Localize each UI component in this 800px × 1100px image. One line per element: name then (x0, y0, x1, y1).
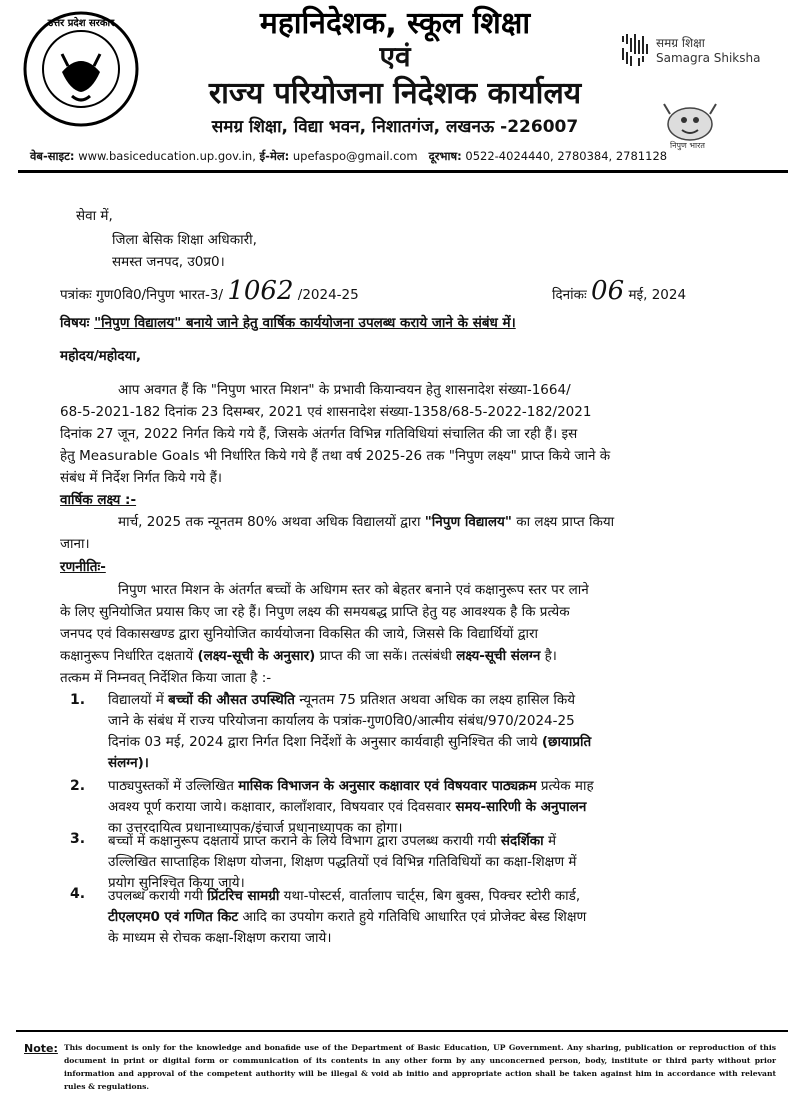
item-2-line-3: का उत्तरदायित्व प्रधानाध्यापक/इंचार्ज प्रधानाध्यापक का होगा। (108, 820, 403, 836)
website-label: वेब-साइट: (30, 149, 75, 163)
annual-target-line-1: मार्च, 2025 तक न्यूनतम 80% अथवा अधिक विद्यालयों द्वारा "निपुण विद्यालय" का लक्ष्य प्राप्त किया (118, 514, 615, 530)
subject-label: विषयः (60, 315, 90, 331)
email-label: ई-मेल: (259, 149, 290, 163)
para1-line-2: 68-5-2021-182 दिनांक 23 दिसम्बर, 2021 एवं शासनादेश संख्या-1358/68-5-2022-182/2021 (60, 404, 592, 420)
date-handwritten: 06 (591, 276, 625, 306)
samagra-shiksha-english: Samagra Shiksha (656, 51, 761, 65)
note-label: Note: (24, 1042, 58, 1055)
samagra-shiksha-logo (620, 32, 790, 72)
samagra-shiksha-icon (620, 32, 650, 68)
subject-line (60, 313, 516, 333)
letter-date (552, 276, 687, 306)
title-line-2: एवं (379, 40, 411, 73)
item-3-line-3: प्रयोग सुनिश्चित किया जाये। (108, 875, 245, 891)
annual-target-line-2: जाना। (60, 536, 90, 552)
item-1-line-4: संलग्न)। (108, 755, 149, 771)
to-line-3: समस्त जनपद, उ0प्र0। (112, 254, 225, 270)
para1-line-5: संबंध में निर्देश निर्गत किये गये हैं। (60, 470, 222, 486)
phone-label: दूरभाष: (428, 149, 462, 163)
strategy-line-1: निपुण भारत मिशन के अंतर्गत बच्चों के अधिगम स्तर को बेहतर बनाने एवं कक्षानुरूप स्तर पर लाने (118, 582, 589, 598)
para1-line-1: आप अवगत हैं कि "निपुण भारत मिशन" के प्रभावी कियान्वयन हेतु शासनादेश संख्या-1664/ (118, 382, 571, 398)
item-4-line-1: उपलब्ध करायी गयी प्रिंटरिच सामग्री यथा-पोस्टर्स, वार्तालाप चार्ट्स, बिग बुक्स, पिक्चर स्टोरी कार्ड, (108, 888, 581, 904)
to-line-2: जिला बेसिक शिक्षा अधिकारी, (112, 232, 257, 248)
reference-prefix: पत्रांकः गुण0वि0/निपुण भारत-3/ (60, 287, 224, 303)
item-3-line-2: उल्लिखित साप्ताहिक शिक्षण योजना, शिक्षण पद्धतियों एवं विभिन्न गतिविधियों का कक्षा-शिक्षण में (108, 854, 577, 870)
strategy-line-5: तत्कम में निम्नवत् निर्देशित किया जाता है :- (60, 670, 272, 686)
annual-target-heading: वार्षिक लक्ष्य :- (60, 492, 137, 508)
contact-line (30, 148, 790, 164)
item-3-line-1: बच्चों में कक्षानुरूप दक्षतायें प्राप्त कराने के लिये विभाग द्वारा उपलब्ध करायी गयी संदर्शिका में (108, 833, 557, 849)
title-line-1: महानिदेशक, स्कूल शिक्षा (259, 6, 531, 41)
office-address: समग्र शिक्षा, विद्या भवन, निशातगंज, लखनऊ -226007 (211, 117, 579, 137)
para1-line-4: हेतु Measurable Goals भी निर्धारित किये गये हैं तथा वर्ष 2025-26 तक "निपुण लक्ष्य" प्राप्त किये जाने के (60, 448, 611, 464)
item-4-line-3: के माध्यम से रोचक कक्षा-शिक्षण कराया जाये। (108, 930, 332, 946)
strategy-heading: रणनीतिः- (60, 559, 106, 575)
salutation: महोदय/महोदया, (60, 348, 142, 364)
header-divider (18, 170, 788, 173)
item-1-line-2: जाने के संबंध में राज्य परियोजना कार्यालय के पत्रांक-गुण0वि0/आत्मीय संबंध/970/2024-25 (108, 713, 575, 729)
title-line-3: राज्य परियोजना निदेशक कार्यालय (208, 76, 582, 111)
item-4-line-2: टीएलएम0 एवं गणित किट आदि का उपयोग कराते हुये गतिविधि आधारित एवं प्रोजेक्ट बेस्ड शिक्षण (108, 909, 587, 925)
item-3-number: 3. (70, 831, 86, 847)
item-4-number: 4. (70, 886, 86, 902)
website-link[interactable]: www.basiceducation.up.gov.in, (78, 149, 256, 163)
nipun-bharat-label: निपुण भारत (670, 141, 705, 150)
date-prefix: दिनांकः (552, 287, 587, 303)
strategy-line-2: के लिए सुनियोजित प्रयास किए जा रहे हैं। निपुण लक्ष्य की समयबद्ध प्राप्ति हेतु यह आवश्यक है कि प्रत्येक (60, 604, 570, 620)
up-government-seal-icon (22, 10, 140, 128)
item-1-number: 1. (70, 692, 86, 708)
item-1-line-3: दिनांक 03 मई, 2024 द्वारा निर्गत दिशा निर्देशों के अनुसार कार्यवाही सुनिश्चित की जाये (छायाप्रति (108, 734, 592, 750)
item-1-line-1: विद्यालयों में बच्चों की औसत उपस्थिति न्यूनतम 75 प्रतिशत अथवा अधिक का लक्ष्य हासिल किये (108, 692, 576, 708)
nipun-bharat-mascot-icon (660, 94, 720, 144)
reference-suffix: /2024-25 (297, 287, 359, 303)
email-link[interactable]: upefaspo@gmail.com (292, 149, 418, 163)
seal-text: उत्तर प्रदेश सरकार (47, 18, 115, 29)
date-suffix: मई, 2024 (628, 287, 687, 303)
phone-numbers: 0522-4024440, 2780384, 2781128 (465, 149, 668, 163)
note-text: This document is only for the knowledge and bonafide use of the Department of Basic Education, UP Government. Any sharing, publication or reproduction of this document in print or digital form or communication of its contents in any other form by any unconcerned person, body, institute or third party without prior information and approval of the competent authority will be illegal & void ab initio and appropriate action shall be taken against him in accordance with relevant rules & regulations. (64, 1043, 776, 1091)
strategy-line-4: कक्षानुरूप निर्धारित दक्षतायें (लक्ष्य-सूची के अनुसार) प्राप्त की जा सकें। तत्संबंधी लक्ष्य-सूची संलग्न है। (60, 648, 557, 664)
to-line-1: सेवा में, (76, 208, 113, 224)
para1-line-3: दिनांक 27 जून, 2022 निर्गत किये गये हैं, जिसके अंतर्गत विभिन्न गतिविधियां संचालित की जा रही हैं। इस (60, 426, 578, 442)
item-2-line-1: पाठ्यपुस्तकों में उल्लिखित मासिक विभाजन के अनुसार कक्षावार एवं विषयवार पाठ्यक्रम प्रत्येक माह (108, 778, 594, 794)
reference-handwritten: 1062 (227, 276, 294, 306)
nipun-vidyalaya-emphasis: "निपुण विद्यालय" (424, 514, 512, 530)
item-2-number: 2. (70, 778, 86, 794)
letterhead (0, 0, 800, 180)
strategy-line-3: जनपद एवं विकासखण्ड द्वारा सुनियोजित कार्ययोजना विकसित की जाये, जिससे कि विद्यार्थियों द्वारा (60, 626, 538, 642)
subject-text: "निपुण विद्यालय" बनाये जाने हेतु वार्षिक कार्ययोजना उपलब्ध कराये जाने के संबंध में। (94, 315, 516, 331)
footer-divider (16, 1030, 788, 1032)
item-2-line-2: अवश्य पूर्ण कराया जाये। कक्षावार, कालाँशवार, विषयवार एवं दिवसवार समय-सारिणी के अनुपालन (108, 799, 587, 815)
samagra-shiksha-hindi: समग्र शिक्षा (656, 36, 705, 50)
reference-number (60, 276, 359, 306)
